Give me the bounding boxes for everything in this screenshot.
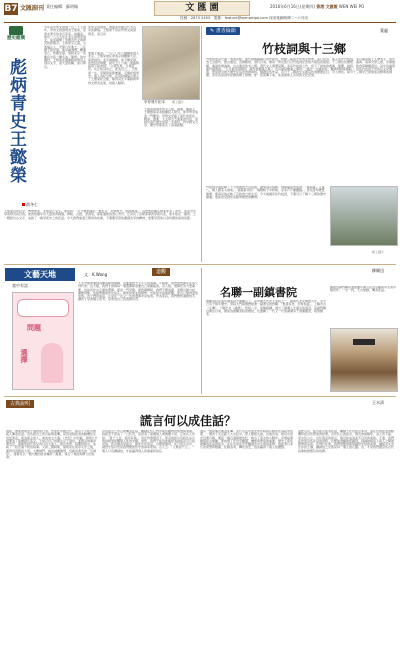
sub-label: 童中有話: [12, 283, 28, 288]
article-title: 竹枝詞與十三鄉: [262, 42, 347, 56]
column-banner: [5, 268, 75, 281]
date-line: [270, 4, 364, 10]
cartoon-illustration: [12, 292, 74, 390]
column-label: 道觀: [156, 269, 167, 275]
article-body-col-1: 說謊，歷來被視為不道德的行為。然而在中國古代，卻有不少謊言被後人傳為佳話。這些謊言之所以能夠流傳，是因為說謊者的動機往往出於善意，或為保全他人，或為成全大義。《史記》中記載，晉國大夫程嬰為了保護趙氏孤兒，不惜以自己的親生兒子頂替，並假意向屠岸賈告密，最終使趙氏孤兒得以長大成人，報仇雪恨。程嬰的謊言，成就了一段忠義千秋的故事。又如三國時期，諸葛亮在街亭失守之後，面對司馬懿的大軍，大開城門，端坐城樓撫琴，這就是著名的「空城計」。諸葛亮以一個大膽的謊言嚇退了敵軍，保全了城池和將士的性命。: [6, 430, 98, 460]
author-name: 王水清: [372, 400, 384, 405]
article-body: 竹枝詞原是巴渝一帶的民歌，唐代劉禹錫據以改作新詞，歌詠三峽風光和男女戀情，盛行於世。後人所作竹枝詞，多以描寫風土人情為主，形式為七言絕句，語言通俗，音調輕快。清代以來，廣東一帶也流行以竹枝詞記述地方風俗的風氣。十三鄉位於順德、番禺、南海交界之處，水網縱橫，桑基魚塘遍佈，自古便是魚米之鄉。清代文人游歷其間，多有竹枝詞之作，記下了當地的農事、節慶、婚嫁、飲食等種種習俗。其中有描寫龍舟競渡的：「五月榴花照眼明，龍舟鼓響滿江城。」也有描寫蠶桑之事的：「桑田一片綠如雲，蠶婦朝朝採葉勤。」這些竹枝詞不但具有文學價值，更是研究地方歷史民俗的珍貴資料。細讀這些作品，昔日十三鄉的生活圖景彷彿歷歷在目，令人神往。如今十三鄉早已發展成為繁華的城鎮，但這些詩詞所記錄的鄉土情懷，卻一直流傳下來，成為當地人共同的文化記憶。: [206, 58, 396, 78]
series-label: 歷史縱橫: [7, 36, 25, 41]
column-divider: [201, 26, 202, 262]
speech-bubble: [17, 299, 69, 317]
article-body-col-3: 還有一則故事也廣為流傳。宋代名臣司馬光幼年時與小夥伴在庭院中玩耍，一個孩子失足跌入大水缸中，眾人驚慌失措，四散奔逃。唯有司馬光沉著冷靜，搬起一塊石頭砸破水缸，救出了落水的小夥伴。這個故事雖與謊言無關，卻說明了在危急關頭，機智與勇氣的重要。歷史上那些被傳為佳話的謊言，往往也是在危急關頭急中生智的產物。說謊者以非凡的智慧和膽識，化險為夷，轉危為安，因而贏得了後人的讚譽。: [200, 430, 294, 450]
author-name: 葉麗: [380, 28, 388, 33]
illus-label-choice: 選擇: [20, 349, 28, 363]
article-body-2: 甲骨文的發現，被譽為中國近代考古學的開端。王懿榮不但是甲骨文的發現者，而且是: [88, 26, 137, 36]
article-body: 人生中總會遇到各種各樣的問題，也要面對大大小小的選擇。小時候，我們的選擇往往由父母代勞；長大後，我們才發現每一個選擇都需要自己承擔後果。有人說，選擇比努力更重要，但如何作出正確的選擇，卻是一門學問。面對問題時，我們不應逃避，而應冷靜分析，權衡利弊，然後勇敢地作出決定。即使結果未如理想，也能從中汲取經驗，使自己變得更加成熟。孩子們的成長，正是在一次又一次的選擇中完成的。作為家長，我們應該適當放手，讓孩子學會獨立思考，學會為自己的選擇負責。: [78, 282, 198, 302]
issue-date: 2016年6月16日(星期四): [270, 4, 315, 9]
section-divider-2: [4, 396, 396, 397]
author-name: 柳爾迅: [372, 268, 384, 273]
section-divider: [4, 264, 396, 265]
editor-credit: 責任編輯：蘇明翰: [46, 4, 78, 9]
paper-name-en: WEN WEI PO: [338, 4, 365, 9]
author-name: 文：K.Wong: [84, 272, 108, 277]
article-body: 嶽麓書院坐落於湖南長沙嶽麓山下，是中國古代四大書院之一，創建於北宋開寶九年，至今已有千餘年歷史。書院大門兩側懸掛著一副著名的對聯：「惟楚有材，於斯為盛。」上聯出自《左傳》，下聯出自《論語》，短短八字，氣勢磅礴，道出了湖湘人才輩出的盛況。這副對聯自問世以來，便成為嶽麓書院的標誌，也激勵了一代又一代的湖湘學子發奮讀書，報效國家。: [206, 300, 326, 317]
article-title: 名聯一副鎮書院: [220, 286, 297, 299]
column-badge: [152, 268, 170, 276]
academy-gate-photo: [330, 328, 398, 392]
article-body-col-2: 這些謊言之所以被傳為佳話，關鍵在於它們背後所體現的智慧與道義。說謊者不是為了一己私利，而是為了保護他人或維護大局。正如古人所說：「君子之言，信而有徵。」但在特殊情況下，善意的謊言有時比冰冷的真相更能體現人性的光輝。當然，我們不能因此就認為說謊是可以接受的。謊言畢竟是謊言，即使出於善意，也應當慎用。在日常生活中，誠實守信仍然是我們應當堅守的基本原則。古人云：「人無信不立。」一個人只有講誠信，才能贏得別人的尊重和信任。: [102, 430, 196, 453]
header-rule: [4, 22, 396, 23]
photo-credit: 網上圖片: [172, 100, 185, 104]
column-badge: [206, 27, 240, 35]
photo-caption: 甲骨殘片拓本: [144, 100, 165, 104]
girl-figure-icon: [41, 343, 63, 383]
contact-line: 投稿：2873 2453 電郵：feature@wenweipo.com 採用後網路傳二~六刊出: [180, 16, 309, 20]
column-label: 文藝天地: [24, 269, 56, 279]
column-label: 書香倫韻: [215, 28, 236, 34]
paper-name: 香港 文匯報: [316, 4, 338, 9]
author-name: 薛冬仁: [26, 202, 39, 207]
village-photo: [330, 186, 398, 246]
series-badge: [5, 26, 27, 50]
oracle-bone-photo: [142, 26, 200, 100]
article-body-3: 愛國主義者。一九〇〇年八國聯軍侵入北京，王懿榮被任命為京師團練大臣，率眾抵抗。北京城破後，他不願受辱，毅然投井殉國，時年五十六歲。他臨終前寫下絕命詞：「主憂臣辱，主辱臣死。於止知其所止，此為近之。」王懿榮一生，學問與氣節兼備，可謂彪炳青史。後人為紀念他，在其故鄉福山建立了王懿榮紀念館，陳列其生平事跡與甲骨文研究成果，供後人瞻仰。: [88, 52, 140, 85]
column-name: 文 匯 園: [154, 1, 250, 16]
byline-square-icon: [22, 203, 25, 206]
gate-plaque-icon: [353, 339, 375, 345]
article-body-4: 王懿榮發現甲骨文之後，劉鶚、羅振玉、王國維等學者相繼投入研究，使甲骨學成為一門顯學。甲骨文記載了商代的祭祀、戰爭、農業、天文等方方面面的內容，是研究商代歷史的第一手資料，對中國文字學、歷史學都產生了深遠影響。: [144, 108, 198, 128]
book-icon: [9, 26, 23, 35]
article-body-2: 據說這副對聯是清嘉慶年間山長袁名曜與學生張中階所作，一出一對，天衣無縫，傳為佳話。: [330, 286, 396, 293]
article-body-2: 竹枝詞中還記錄了不少當地的方言俗語，讀來別有風味。例如描寫市集的：「墟期逢三又逢八，鄉人擔菜入城來。」描寫節令的：「端陽粽子中秋餅，家家戶戶慶團圓。」這些詩句樸實無華，卻真切地反映了百姓的日常生活。今天重讀這些竹枝詞，不僅可以了解十三鄉的歷史變遷，更能感受到先民勤勞樸實的精神。: [206, 186, 326, 199]
photo-credit: 網上圖片: [372, 250, 385, 254]
illus-label-question: 問題: [27, 324, 41, 332]
author-byline: [22, 202, 38, 208]
article-body-col-4: 由此可見，謊言能否成為佳話，關鍵不在於謊言本身，而在於說謊者的動機和謊言所帶來的結果。出於私心的謊言，終究會被揭穿，為人所不齒；而出於公心、出於善意的謊言，則可能成為流芳百世的美談。不過，我們在欣賞這些佳話的同時，也應當清醒地認識到，真誠始終是人與人之間最寶貴的品質。在現代社會，我們更應當提倡誠實守信的美德，讓謊言失去生存的土壤，讓誠信之光照亮每一個人的心靈。這，才是我們讀這些古代故事時最應有的收穫。: [298, 430, 394, 453]
article-body: 今年是甲骨文發現一百一十七周年，甲骨文的發現者王懿榮，是清末著名的金石學家、收藏家。他於一八九九年在北京發現甲骨文，從而揭開了中國古代文明研究的新篇章。王懿榮字正孺，山東福山人，光緒六年進士，三任國子監祭酒。他學識淵博，精通金石，收藏宏富。當時北京一些藥店出售一種名為「龍骨」的中藥材，王懿榮在服藥時發現其上刻有文字，遂大量收購，加以研究。: [44, 26, 86, 69]
article-title: 謊言何以成佳話？: [140, 414, 237, 428]
page-code: B7: [4, 4, 18, 14]
section-tag: 文匯副刊: [20, 5, 45, 12]
pen-icon: ✎: [210, 28, 215, 34]
column-label: 古典說明: [10, 401, 31, 407]
column-divider-2: [201, 268, 202, 394]
article-body-5: 王懿榮自幼好學，博覽群書，尤嗜金石文字。他曾說：「生平無他嗜好，惟好古，玩物喪志，貽誤終身。」其實他收藏古物並非為了賞玩，而是出於學術研究的目的。他的收藏中有大量的青銅器、碑帖、古錢、書畫等，都經過他的悉心考訂。正是有了這樣深厚的學術功底，他才能在「龍骨」上一眼認出古文字，成就了一樁學術史上的佳話。今天我們重溫王懿榮的故事，不僅要學習他嚴謹治學的精神，更要學習他以身許國的高尚氣節。: [4, 210, 197, 220]
column-badge: [6, 400, 34, 408]
article-title: 彪炳青史王懿榮: [6, 58, 26, 184]
